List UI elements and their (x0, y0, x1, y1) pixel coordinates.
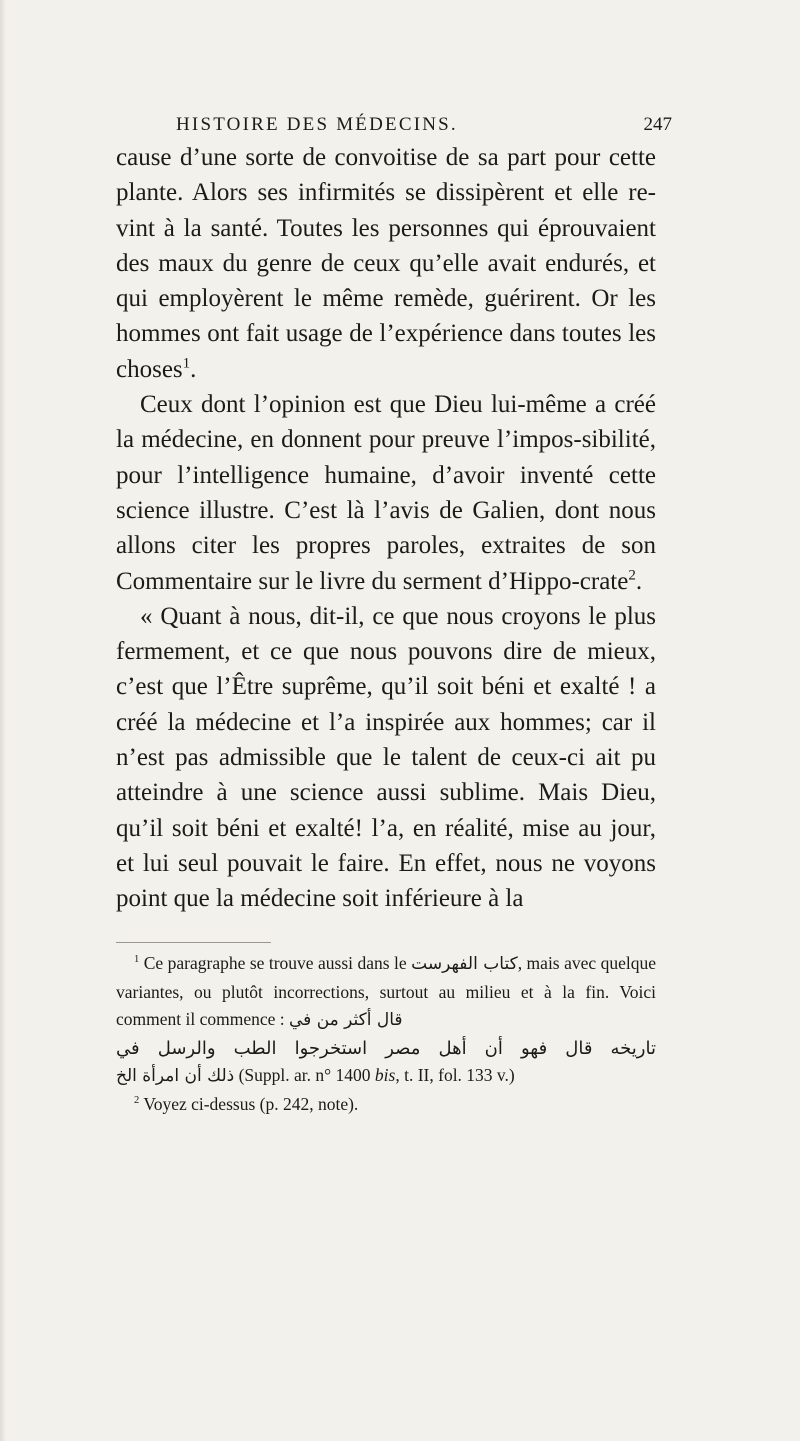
footnote-ref-2: 2 (628, 567, 636, 584)
paragraph-1-text: cause d’une sorte de convoitise de sa part pour cette plante. Alors ses infirmités se dissipèrent et elle re-vint à la santé. Toutes les personnes qui éprouvaient des maux du genre de ceux qu’elle avait endurés, et qui employèrent le même remède, guérirent. Or les hommes ont fait usage de l’expérience dans toutes les choses (116, 144, 656, 383)
footnote-1-bis: bis (374, 1065, 396, 1085)
footnote-ref-1: 1 (182, 355, 191, 372)
footnote-1-arabic-quote-end: ذلك أن امرأة الخ (116, 1066, 235, 1086)
paragraph-2 (116, 387, 656, 599)
main-text (116, 140, 656, 917)
footnote-1-arabic-title: كتاب الفهرست (411, 954, 518, 974)
footnote-1-text-d: , t. II, fol. 133 v.) (395, 1065, 515, 1085)
footnote-1-mark: 1 (134, 954, 140, 966)
footnote-2-mark: 2 (134, 1094, 140, 1106)
footnote-1-arabic-quote-start: قال أكثر من في (289, 1010, 403, 1030)
footnote-1-text-c: (Suppl. ar. n° 1400 (234, 1065, 371, 1085)
running-title: HISTOIRE DES MÉDECINS. (176, 114, 458, 135)
paragraph-2-text: Ceux dont l’opinion est que Dieu lui-même a créé la médecine, en donnent pour preuve l’impos-sibilité, pour l’intelligence humaine, d’avoir inventé cette science illustre. C’est là l’avis de Galien, dont nous allons citer les propres paroles, extraites de son Commentaire sur le livre du serment d’Hippo-crate (116, 391, 656, 595)
footnote-1-end (116, 1062, 656, 1091)
running-head (118, 112, 672, 142)
footnote-2-text: Voyez ci-dessus (p. 242, note). (143, 1093, 359, 1114)
paragraph-1-end: . (190, 355, 197, 383)
footnote-1-text-b: , mais avec quelque variantes, ou plutôt incorrections, surtout au milieu et à la fin. Voici comment il commence : (116, 953, 656, 1029)
footnote-2 (116, 1091, 656, 1119)
page-edge (0, 0, 6, 1441)
paragraph-3-text: « Quant à nous, dit-il, ce que nous croyons le plus fermement, et ce que nous pouvons dire de mieux, c’est que l’Être suprême, qu’il soit béni et exalté ! a créé la médecine et l’a inspirée aux hommes; car il n’est pas admissible que le talent de ceux-ci ait pu atteindre à une science aussi sublime. Mais Dieu, qu’il soit béni et exalté! l’a, en réalité, mise au jour, et lui seul pouvait le faire. En effet, nous ne voyons point que la médecine soit inférieure à la (116, 602, 656, 913)
footnote-rule (116, 942, 271, 943)
page-number: 247 (643, 114, 672, 135)
footnotes (116, 950, 656, 1118)
paragraph-3 (116, 599, 656, 917)
footnote-1-text-a: Ce paragraphe se trouve aussi dans le (143, 953, 407, 973)
paragraph-2-end: . (635, 567, 643, 595)
paragraph-1 (116, 140, 656, 387)
footnote-1 (116, 950, 656, 1035)
footnote-1-arabic-quote-line: تاريخه قال فهو أن أهل مصر استخرجوا الطب والرسل في (116, 1037, 656, 1059)
